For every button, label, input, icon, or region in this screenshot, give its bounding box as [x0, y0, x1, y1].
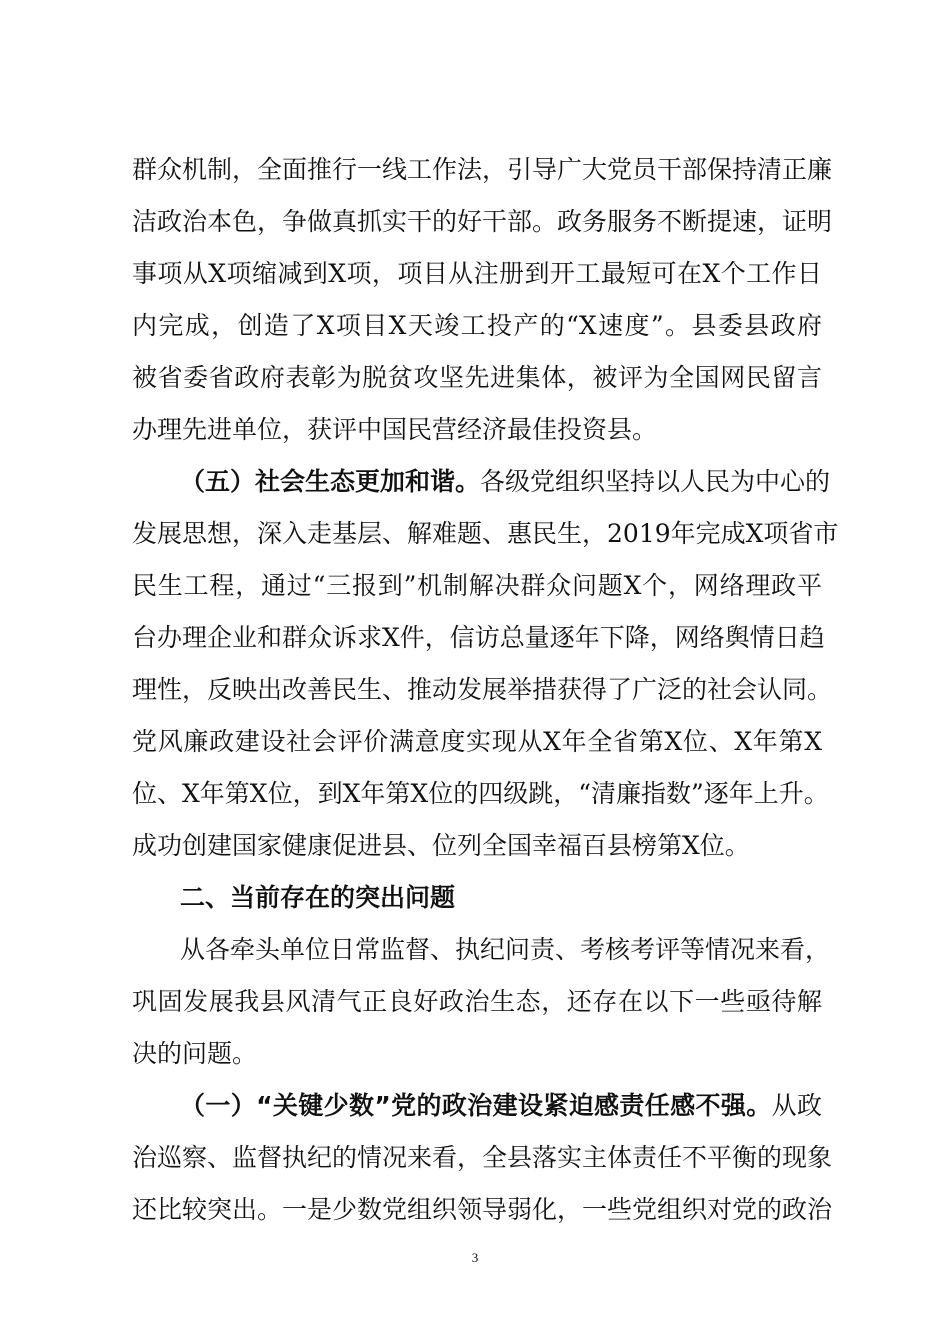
text-line: 办理先进单位，获评中国民营经济最佳投资县。: [132, 415, 658, 444]
text-line: 理性，反映出改善民生、推动发展举措获得了广泛的社会认同。: [132, 675, 833, 704]
paragraph-first-line: [180, 1091, 822, 1121]
text-line: 被省委省政府表彰为脱贫攻坚先进集体，被评为全国网民留言: [132, 363, 822, 392]
text-run: 各级党组织坚持以人民为中心的: [480, 467, 831, 496]
text-line: 内完成，创造了X项目X天竣工投产的“X速度”。县委县政府: [132, 311, 822, 340]
section-lead: （五）社会生态更加和谐。: [180, 467, 481, 496]
section-lead: （一）“关键少数”党的政治建设紧迫感责任感不强。: [180, 1091, 772, 1120]
page-number: 3: [471, 1250, 479, 1265]
text-line: 治巡察、监督执纪的情况来看，全县落实主体责任不平衡的现象: [132, 1143, 833, 1172]
text-line: 从各牵头单位日常监督、执纪问责、考核考评等情况来看，: [180, 935, 831, 964]
text-line: 巩固发展我县风清气正良好政治生态，还存在以下一些亟待解: [132, 987, 822, 1016]
section-heading: 二、当前存在的突出问题: [180, 883, 456, 912]
text-line: 台办理企业和群众诉求X件，信访总量逐年下降，网络舆情日趋: [132, 623, 825, 652]
text-line: 位、X年第X位，到X年第X位的四级跳，“清廉指数”逐年上升。: [132, 779, 829, 808]
text-line: 民生工程，通过“三报到”机制解决群众问题X个，网络理政平: [132, 571, 822, 600]
text-line: 党风廉政建设社会评价满意度实现从X年全省第X位、X年第X: [132, 727, 822, 756]
text-line: 决的问题。: [132, 1039, 258, 1068]
text-line: 事项从X项缩减到X项，项目从注册到开工最短可在X个工作日: [132, 259, 822, 288]
text-line: 群众机制，全面推行一线工作法，引导广大党员干部保持清正廉: [132, 155, 833, 184]
text-line: 洁政治本色，争做真抓实干的好干部。政务服务不断提速，证明: [132, 207, 833, 236]
text-line: 还比较突出。一是少数党组织领导弱化，一些党组织对党的政治: [132, 1195, 833, 1224]
text-line: 成功创建国家健康促进县、位列全国幸福百县榜第X位。: [132, 831, 750, 860]
text-line: 发展思想，深入走基层、解难题、惠民生，2019年完成X项省市: [132, 519, 839, 548]
text-run: 从政: [771, 1091, 822, 1120]
paragraph-first-line: [180, 467, 831, 497]
